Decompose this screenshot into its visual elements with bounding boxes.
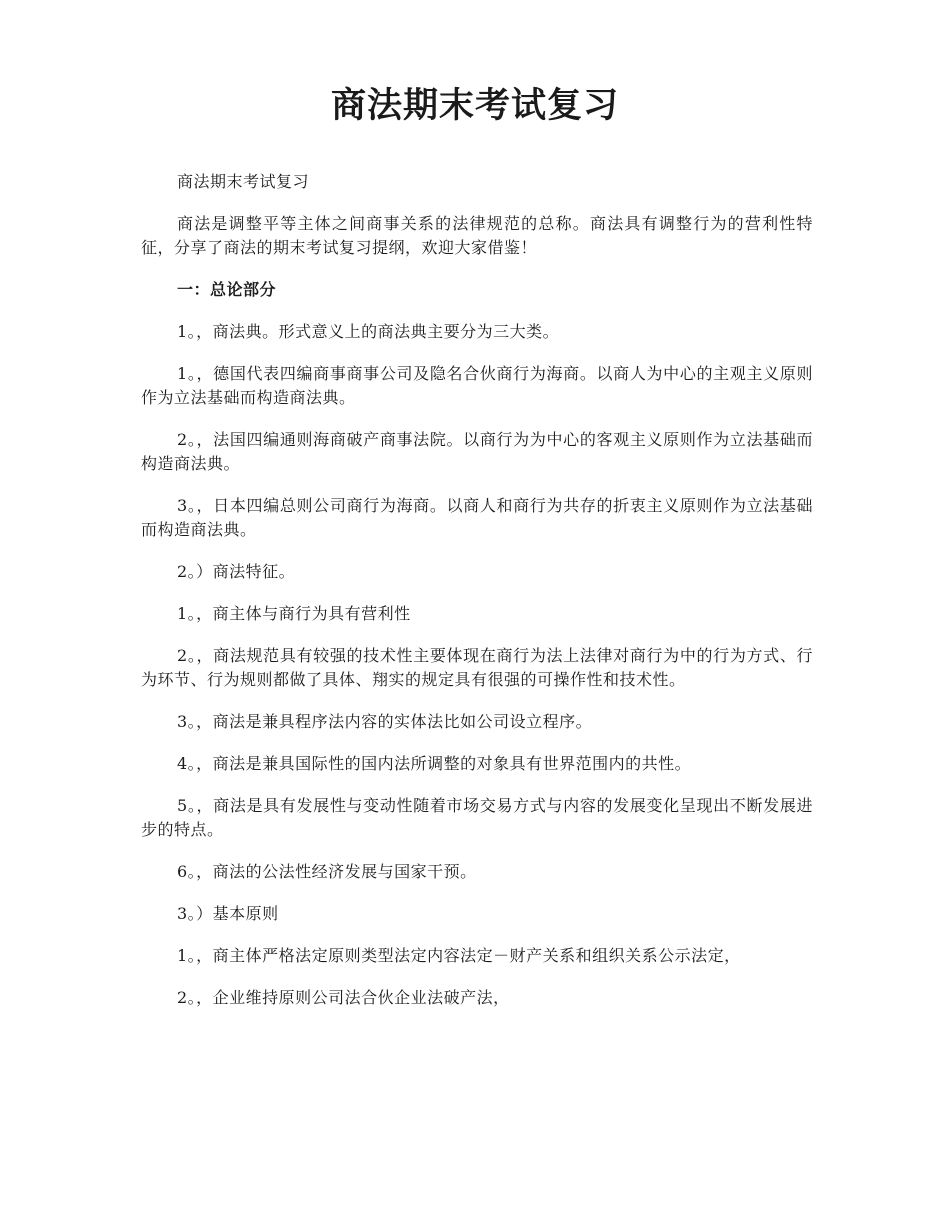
section-heading: 一：总论部分 (177, 280, 277, 299)
paragraph-intro: 商法是调整平等主体之间商事关系的法律规范的总称。商法具有调整行为的营利性特征，分享了商法的期末考试复习提纲，欢迎大家借鉴！ (141, 214, 813, 257)
paragraph: 5。，商法是具有发展性与变动性随着市场交易方式与内容的发展变化呈现出不断发展进步的特点。 (141, 796, 813, 839)
paragraph: 2。，商法规范具有较强的技术性主要体现在商行为法上法律对商行为中的行为方式、行为环节、行为规则都做了具体、翔实的规定具有很强的可操作性和技术性。 (141, 646, 813, 689)
paragraph: 2。，法国四编通则海商破产商事法院。以商行为为中心的客观主义原则作为立法基础而构造商法典。 (141, 430, 813, 473)
paragraph: 1。，商主体严格法定原则类型法定内容法定－财产关系和组织关系公示法定， (177, 946, 741, 965)
paragraph: 4。，商法是兼具国际性的国内法所调整的对象具有世界范围内的共性。 (177, 754, 692, 773)
document-body (141, 170, 813, 1028)
paragraph: 2。）商法特征。 (177, 562, 296, 581)
paragraph: 6。，商法的公法性经济发展与国家干预。 (177, 862, 477, 881)
paragraph: 1。，商法典。形式意义上的商法典主要分为三大类。 (177, 322, 560, 341)
paragraph-subtitle: 商法期末考试复习 (177, 172, 310, 191)
paragraph: 3。，日本四编总则公司商行为海商。以商人和商行为共存的折衷主义原则作为立法基础而构造商法典。 (141, 496, 813, 539)
paragraph: 1。，商主体与商行为具有营利性 (177, 604, 411, 623)
paragraph: 3。）基本原则 (177, 904, 279, 923)
paragraph: 3。，商法是兼具程序法内容的实体法比如公司设立程序。 (177, 712, 593, 731)
paragraph: 1。，德国代表四编商事商事公司及隐名合伙商行为海商。以商人为中心的主观主义原则作为立法基础而构造商法典。 (141, 364, 813, 407)
document-title: 商法期末考试复习 (330, 86, 619, 126)
paragraph: 2。，企业维持原则公司法合伙企业法破产法， (177, 988, 510, 1007)
